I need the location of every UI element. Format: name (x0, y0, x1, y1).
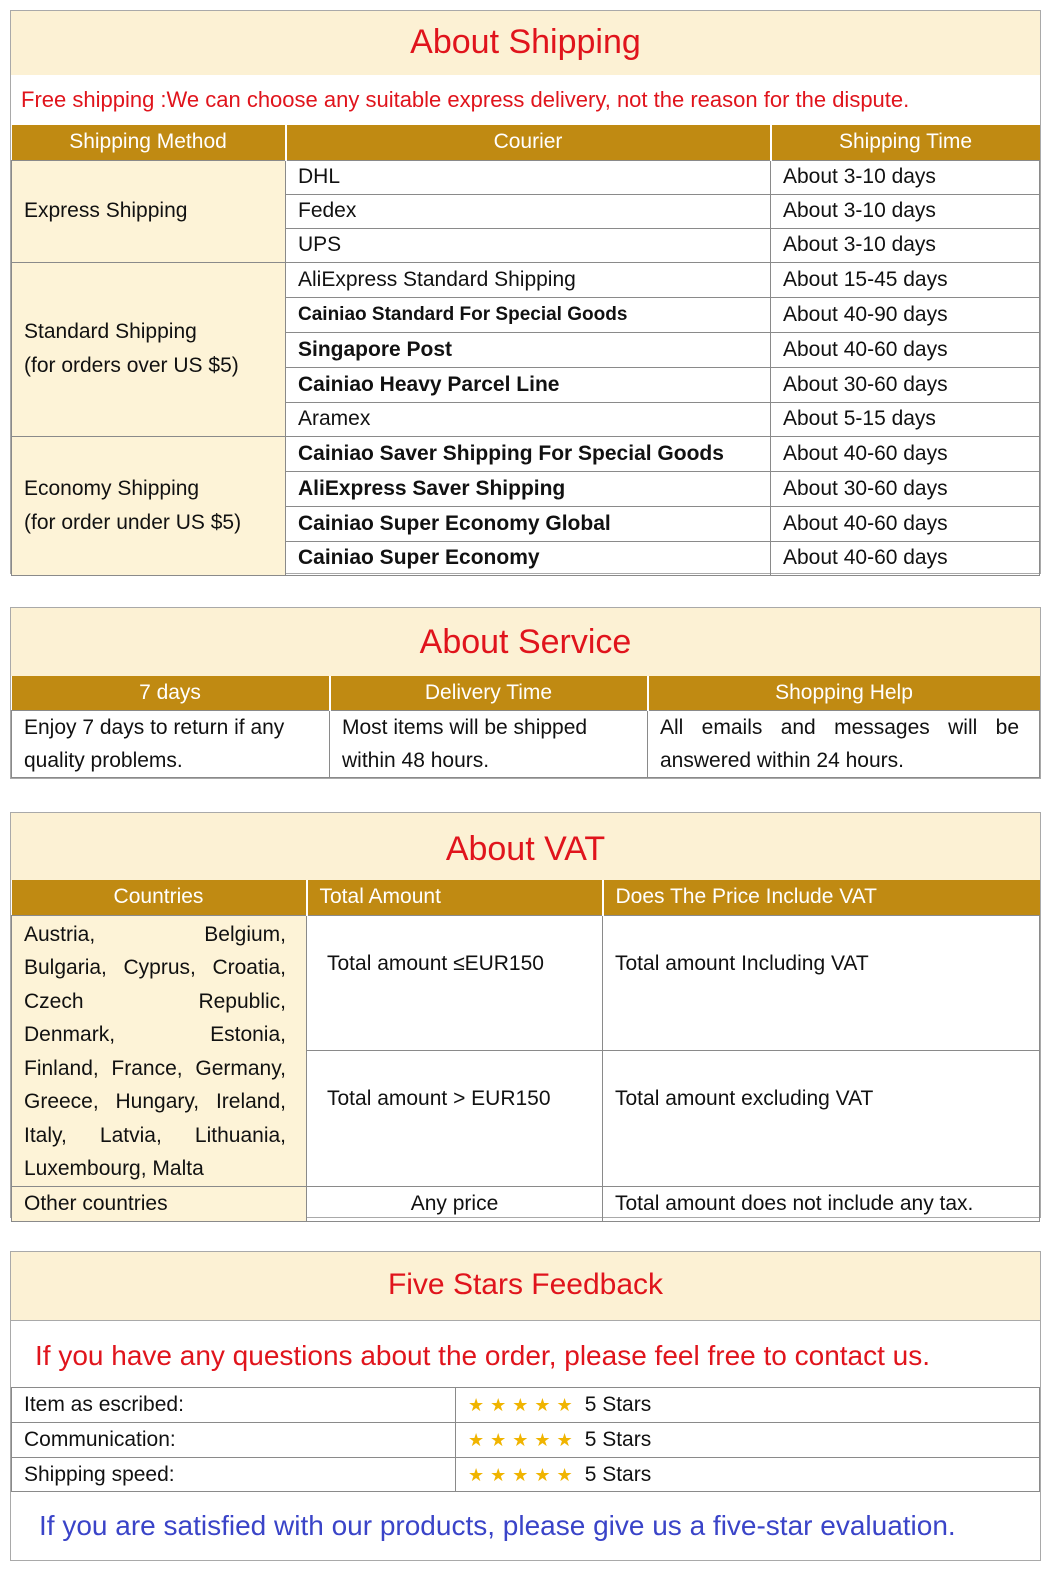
vat-countries-cell (12, 915, 307, 1186)
time-cell: About 3-10 days (771, 160, 1040, 194)
service-delivery-line1: Most items will be shipped (342, 715, 588, 739)
shipping-section (10, 10, 1041, 574)
courier-cell: Singapore Post (286, 332, 771, 367)
vat-title: About VAT (11, 813, 1040, 880)
time-cell: About 3-10 days (771, 228, 1040, 262)
service-delivery-cell (330, 710, 648, 777)
method-standard-sub: (for orders over US $5) (24, 354, 239, 377)
feedback-closing-note: If you are satisfied with our products, please give us a five-star evaluation. (39, 1510, 956, 1541)
star-icon: ★★★★★ (468, 1464, 579, 1485)
time-cell: About 40-60 days (771, 332, 1040, 367)
time-cell: About 40-90 days (771, 297, 1040, 332)
vat-section (10, 812, 1041, 1218)
courier-cell: UPS (286, 228, 771, 262)
courier-cell: Cainiao Super Economy (286, 541, 771, 575)
courier-cell: Cainiao Heavy Parcel Line (286, 367, 771, 402)
star-icon: ★★★★★ (468, 1430, 579, 1450)
time-cell: About 40-60 days (771, 506, 1040, 541)
feedback-contact-note: If you have any questions about the order, please feel free to contact us. (35, 1340, 931, 1371)
time-cell: About 30-60 days (771, 471, 1040, 506)
shipping-table (11, 125, 1040, 576)
service-table (11, 676, 1040, 778)
shipping-note: Free shipping :We can choose any suitable express delivery, not the reason for the dispute. (11, 75, 1040, 125)
service-help-line2: answered within 24 hours. (660, 748, 904, 772)
vat-header-countries: Countries (12, 880, 307, 915)
service-help-cell (648, 710, 1040, 777)
service-title: About Service (11, 608, 1040, 676)
vat-include-cell: Total amount excluding VAT (603, 1051, 1040, 1187)
method-economy-label: Economy Shipping (24, 476, 200, 500)
vat-table (11, 880, 1040, 1222)
time-cell: About 30-60 days (771, 367, 1040, 402)
rating-value: 5 Stars (584, 1462, 652, 1486)
time-cell: About 40-60 days (771, 436, 1040, 471)
country-line: Italy, Latvia, Lithuania, (24, 1123, 286, 1147)
service-return-cell (12, 710, 330, 777)
service-return-line1: Enjoy 7 days to return if any (24, 715, 285, 739)
time-cell: About 40-60 days (771, 541, 1040, 575)
method-economy-sub: (for order under US $5) (24, 510, 242, 534)
vat-other-include: Total amount does not include any tax. (603, 1186, 1040, 1221)
country-line: Bulgaria, Cyprus, Croatia, (24, 956, 286, 979)
rating-value-cell (456, 1423, 1040, 1458)
feedback-table (11, 1387, 1040, 1492)
method-economy (12, 436, 286, 575)
courier-cell: Fedex (286, 194, 771, 228)
vat-other-country: Other countries (12, 1186, 307, 1221)
vat-amount-cell: Total amount ≤EUR150 (307, 915, 603, 1051)
rating-value-cell (456, 1458, 1040, 1492)
method-express (12, 160, 286, 262)
country-line: Austria, Belgium, (24, 922, 286, 946)
rating-value: 5 Stars (584, 1428, 652, 1451)
vat-amount-cell: Total amount > EUR150 (307, 1051, 603, 1187)
service-delivery-line2: within 48 hours. (342, 748, 490, 772)
service-header-delivery: Delivery Time (330, 676, 648, 710)
courier-cell: Cainiao Super Economy Global (286, 506, 771, 541)
shipping-header-time: Shipping Time (771, 125, 1040, 160)
vat-header-include: Does The Price Include VAT (603, 880, 1040, 915)
feedback-title: Five Stars Feedback (11, 1252, 1040, 1321)
service-header-7days: 7 days (12, 676, 330, 710)
service-header-help: Shopping Help (648, 676, 1040, 710)
shipping-header-method: Shipping Method (12, 125, 286, 160)
courier-cell: AliExpress Saver Shipping (286, 471, 771, 506)
method-standard (12, 262, 286, 436)
rating-value-cell (456, 1388, 1040, 1423)
courier-cell: DHL (286, 160, 771, 194)
courier-cell: Cainiao Saver Shipping For Special Goods (286, 436, 771, 471)
time-cell: About 5-15 days (771, 402, 1040, 436)
country-line: Greece, Hungary, Ireland, (24, 1090, 286, 1113)
method-standard-label: Standard Shipping (24, 320, 197, 343)
vat-other-amount: Any price (307, 1186, 603, 1221)
shipping-header-courier: Courier (286, 125, 771, 160)
shipping-title: About Shipping (11, 11, 1040, 75)
country-line: Finland, France, Germany, (24, 1056, 286, 1080)
vat-include-cell: Total amount Including VAT (603, 915, 1040, 1051)
country-line: Luxembourg, Malta (24, 1157, 204, 1180)
time-cell: About 3-10 days (771, 194, 1040, 228)
feedback-section (10, 1251, 1041, 1561)
time-cell: About 15-45 days (771, 262, 1040, 297)
courier-cell: Cainiao Standard For Special Goods (286, 297, 771, 332)
service-help-line1: All emails and messages will be (660, 715, 1019, 739)
vat-header-amount: Total Amount (307, 880, 603, 915)
courier-cell: Aramex (286, 402, 771, 436)
courier-cell: AliExpress Standard Shipping (286, 262, 771, 297)
service-return-line2: quality problems. (24, 748, 183, 772)
method-express-label: Express Shipping (24, 199, 188, 222)
service-section (10, 607, 1041, 779)
country-line: Denmark, Estonia, (24, 1023, 286, 1046)
rating-value: 5 Stars (584, 1393, 652, 1416)
country-line: Czech Republic, (24, 989, 286, 1013)
rating-label: Item as escribed: (12, 1388, 456, 1423)
rating-label: Shipping speed: (12, 1458, 456, 1492)
rating-label: Communication: (12, 1423, 456, 1458)
star-icon: ★★★★★ (468, 1395, 579, 1415)
